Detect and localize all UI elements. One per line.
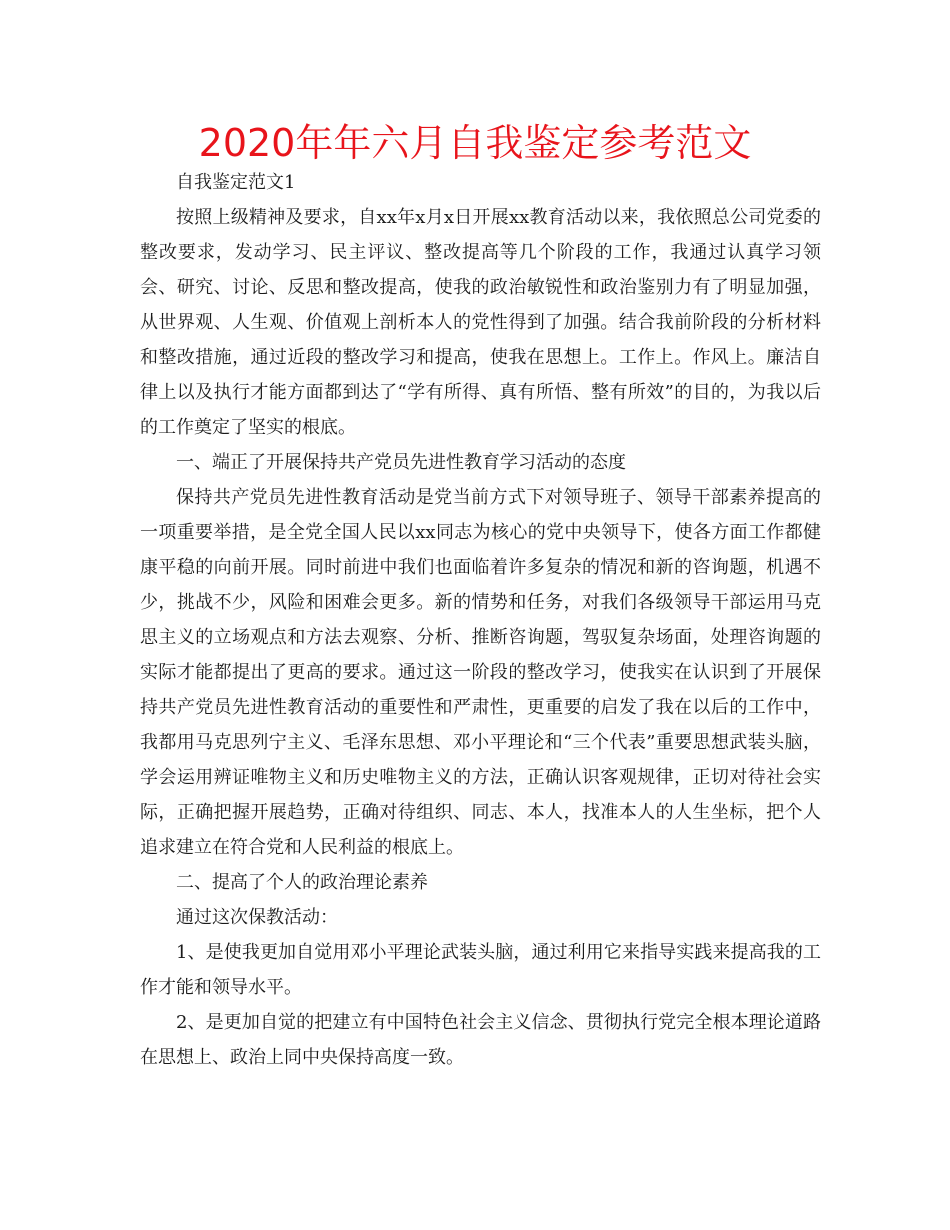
paragraph-subtitle: 自我鉴定范文1 [176, 172, 296, 193]
document-body [140, 165, 821, 1075]
paragraph-section-1: 保持共产党员先进性教育活动是党当前方式下对领导班子、领导干部素养提高的一项重要举措，是全党全国人民以xx同志为核心的党中央领导下，使各方面工作都健康平稳的向前开展。同时前进中我们也面临着许多复杂的情况和新的咨询题，机遇不少，挑战不少，风险和困难会更多。新的情势和任务，对我们各级领导干部运用马克思主义的立场观点和方法去观察、分析、推断咨询题，驾驭复杂场面，处理咨询题的实际才能都提出了更高的要求。通过这一阶段的整改学习，使我实在认识到了开展保持共产党员先进性教育活动的重要性和严肃性，更重要的启发了我在以后的工作中，我都用马克思列宁主义、毛泽东思想、邓小平理论和“三个代表”重要思想武装头脑，学会运用辨证唯物主义和历史唯物主义的方法，正确认识客观规律，正切对待社会实际，正确把握开展趋势，正确对待组织、同志、本人，找准本人的人生坐标，把个人追求建立在符合党和人民利益的根底上。 [140, 487, 821, 858]
section-heading-1: 一、端正了开展保持共产党员先进性教育学习活动的态度 [176, 452, 626, 473]
document-title: 2020年年六月自我鉴定参考范文 [198, 121, 752, 165]
paragraph-section-2-lead: 通过这次保教活动： [176, 907, 338, 928]
section-heading-2: 二、提高了个人的政治理论素养 [176, 872, 428, 893]
list-item-2: 2、是更加自觉的把建立有中国特色社会主义信念、贯彻执行党完全根本理论道路在思想上、政治上同中央保持高度一致。 [140, 1012, 821, 1068]
list-item-1: 1、是使我更加自觉用邓小平理论武装头脑，通过利用它来指导实践来提高我的工作才能和领导水平。 [140, 942, 821, 998]
paragraph-intro: 按照上级精神及要求，自xx年x月x日开展xx教育活动以来，我依照总公司党委的整改要求，发动学习、民主评议、整改提高等几个阶段的工作，我通过认真学习领会、研究、讨论、反思和整改提高，使我的政治敏锐性和政治鉴别力有了明显加强，从世界观、人生观、价值观上剖析本人的党性得到了加强。结合我前阶段的分析材料和整改措施，通过近段的整改学习和提高，使我在思想上。工作上。作风上。廉洁自律上以及执行才能方面都到达了“学有所得、真有所悟、整有所效”的目的，为我以后的工作奠定了坚实的根底。 [140, 207, 821, 438]
